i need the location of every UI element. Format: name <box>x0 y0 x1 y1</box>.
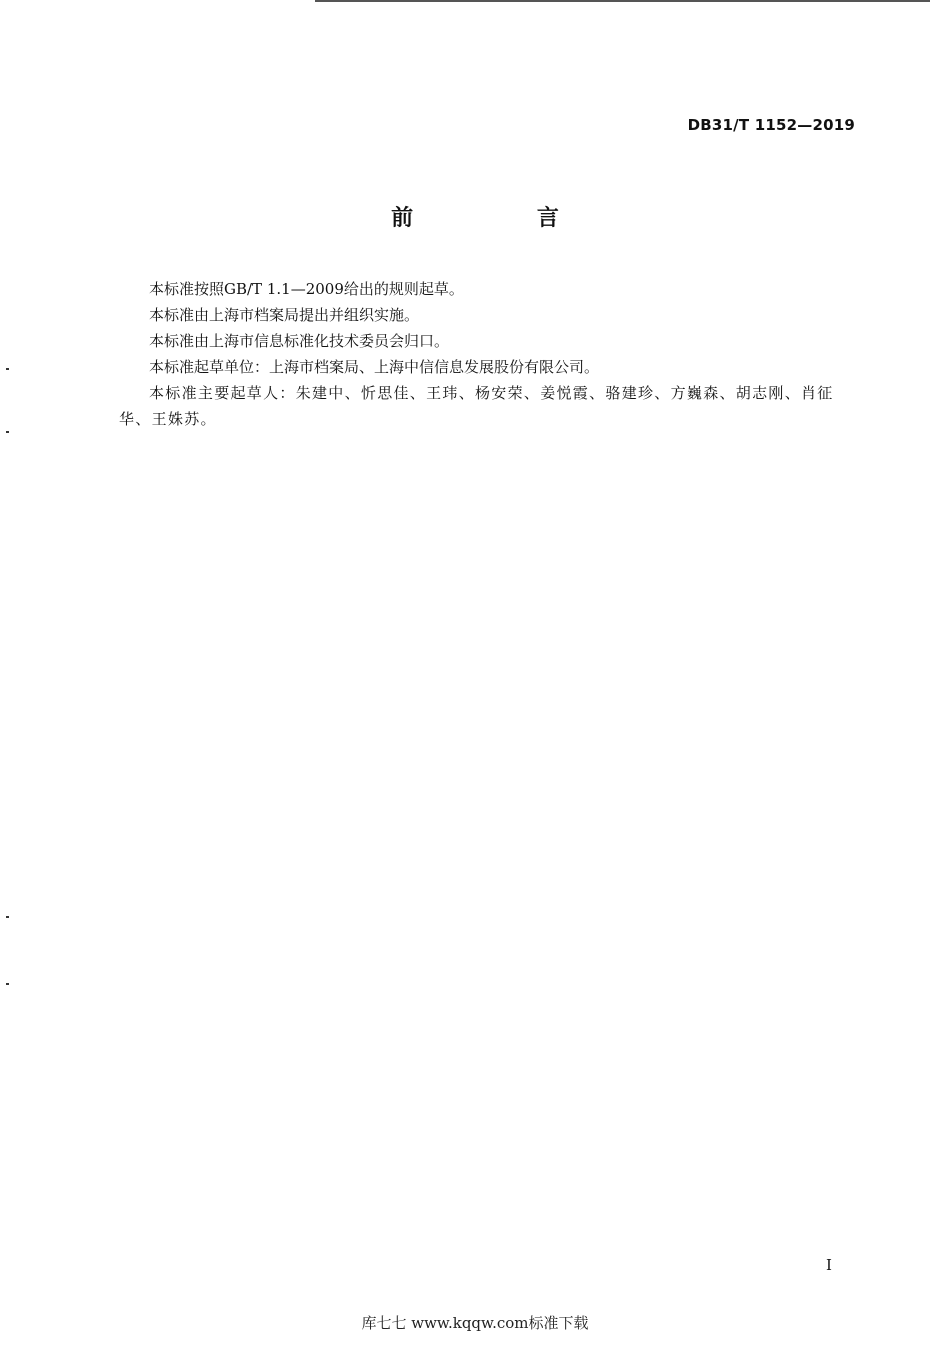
page-number: I <box>826 1256 832 1274</box>
scan-mark <box>6 916 9 918</box>
paragraph-drafting-units: 本标准起草单位：上海市档案局、上海中信信息发展股份有限公司。 <box>149 358 600 376</box>
scan-mark <box>6 431 9 433</box>
paragraph-drafters: 本标准主要起草人：朱建中、忻思佳、王玮、杨安荣、姜悦霞、骆建珍、方巍森、胡志刚、肖征华、王姝苏。 <box>119 384 834 428</box>
scan-mark <box>6 983 9 985</box>
scan-mark <box>6 368 9 370</box>
paragraph-drafting-rules: 本标准按照GB/T 1.1—2009给出的规则起草。 <box>149 280 464 298</box>
paragraph-centralized-by: 本标准由上海市信息标准化技术委员会归口。 <box>149 332 450 350</box>
top-rule <box>315 0 930 2</box>
page-title: 前 言 <box>391 206 617 231</box>
standard-code: DB31/T 1152—2019 <box>687 116 855 134</box>
footer-watermark: 库七七 www.kqqw.com标准下载 <box>361 1314 589 1332</box>
paragraph-proposer: 本标准由上海市档案局提出并组织实施。 <box>149 306 420 324</box>
foreword-body <box>119 276 857 432</box>
